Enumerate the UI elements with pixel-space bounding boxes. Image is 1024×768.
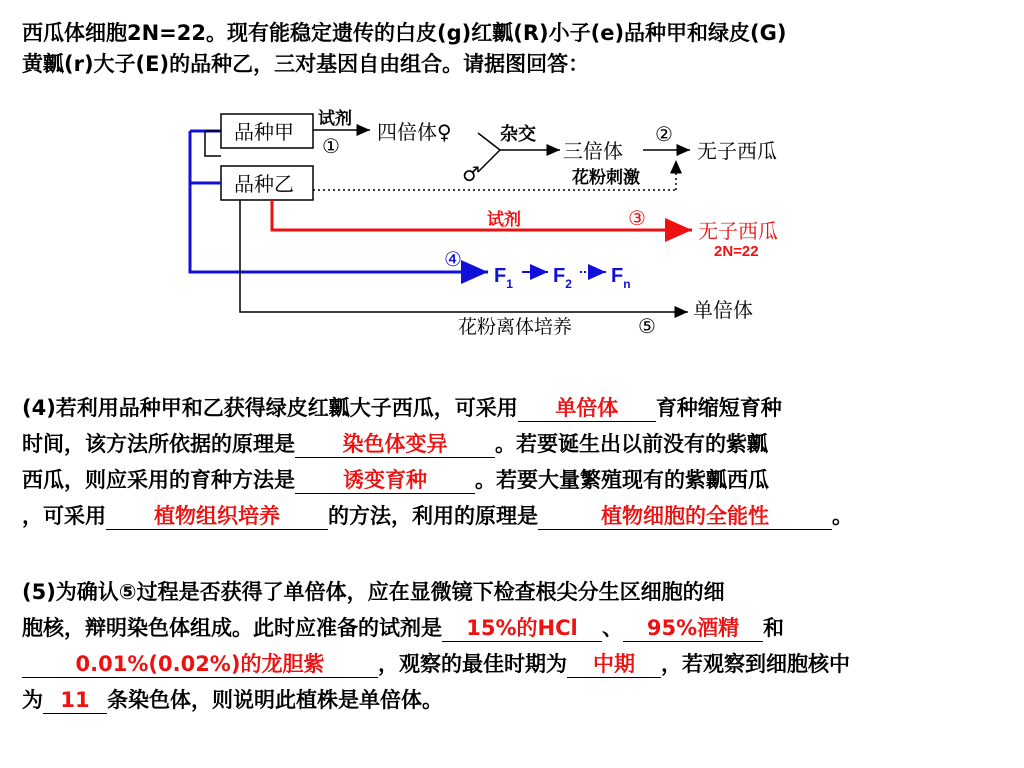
- anther-culture-label: 花粉离体培养: [458, 316, 573, 338]
- breeding-diagram: [0, 0, 1024, 360]
- q4-line-2: [22, 426, 853, 462]
- step-2-label: ②: [655, 122, 673, 146]
- q4-line-4: [22, 498, 853, 534]
- q4-answer-2: 染色体变异: [295, 431, 495, 458]
- chromosome-count-label: 2N=22: [714, 243, 759, 260]
- q5-answer-4: 中期: [567, 651, 661, 678]
- q5-text-4b: 条染色体，则说明此植株是单倍体。: [107, 688, 443, 712]
- q5-line-3: [22, 646, 850, 682]
- step-4-label: ④: [444, 247, 462, 271]
- q4-text-3b: 。若要大量繁殖现有的紫瓤西瓜: [475, 468, 769, 492]
- q5-line-1: [22, 574, 850, 610]
- q4-line-3: [22, 462, 853, 498]
- tetraploid-label: 四倍体♀: [377, 120, 452, 144]
- question-4: [22, 390, 853, 534]
- q5-line-4: [22, 682, 850, 718]
- q4-text-2b: 。若要诞生出以前没有的紫瓤: [495, 432, 768, 456]
- q4-text-4b: 的方法，利用的原理是: [328, 504, 538, 528]
- triploid-label: 三倍体: [563, 139, 623, 163]
- variety-a-label: 品种甲: [234, 120, 294, 144]
- male-symbol: ♂: [462, 162, 480, 186]
- q4-text-4a: ，可采用: [22, 504, 106, 528]
- anther-culture-path: [240, 200, 688, 312]
- seedless-watermelon-2: 无子西瓜: [698, 219, 778, 243]
- q5-text-2a: 胞核，辩明染色体组成。此时应准备的试剂是: [22, 616, 442, 640]
- cross-line-top: [478, 133, 500, 150]
- q5-answer-2: 95%酒精: [623, 615, 763, 642]
- fn-label: $F_n$: [611, 265, 631, 291]
- haploid-path: [205, 131, 221, 156]
- q4-text-4c: 。: [832, 504, 853, 528]
- reagent-top-label: 试剂: [318, 109, 352, 129]
- q5-answer-1: 15%的HCl: [442, 615, 602, 642]
- q4-line-1: [22, 390, 853, 426]
- pollen-stimulation-label: 花粉刺激: [572, 168, 640, 188]
- q5-text-2sep: 、: [602, 616, 623, 640]
- seedless-watermelon-1: 无子西瓜: [697, 139, 777, 163]
- q5-text-3a: ，观察的最佳时期为: [378, 652, 567, 676]
- q4-answer-5: 植物细胞的全能性: [538, 503, 832, 530]
- step-5-label: ⑤: [638, 314, 656, 338]
- q4-text-1b: 育种缩短育种: [655, 396, 782, 420]
- haploid-label: 单倍体: [693, 298, 753, 322]
- q4-answer-1: 单倍体: [518, 395, 656, 422]
- intro-line-2: 黄瓤(r)大子(E)的品种乙，三对基因自由组合。请据图回答：: [22, 52, 590, 76]
- q4-answer-3: 诱变育种: [295, 467, 475, 494]
- q5-text-2b: 和: [763, 616, 784, 640]
- intro-line-1: 西瓜体细胞2N=22。现有能稳定遗传的白皮(g)红瓤(R)小子(e)品种甲和绿皮(G): [22, 21, 787, 45]
- q5-answer-5: 11: [43, 687, 107, 714]
- q5-text-1: (5)为确认⑤过程是否获得了单倍体，应在显微镜下检查根尖分生区细胞的细: [22, 580, 725, 604]
- q4-text-3a: 西瓜，则应采用的育种方法是: [22, 468, 295, 492]
- q5-text-3b: ，若观察到细胞核中: [661, 652, 850, 676]
- step-1-label: ①: [322, 134, 340, 158]
- f2-label: $F_2$: [553, 265, 572, 291]
- f1-label: $F_1$: [494, 265, 513, 291]
- variety-b-label: 品种乙: [234, 172, 294, 196]
- cross-line-bottom: [478, 150, 500, 172]
- q4-text-1a: (4)若利用品种甲和乙获得绿皮红瓤大子西瓜，可采用: [22, 396, 518, 420]
- q4-text-2a: 时间，该方法所依据的原理是: [22, 432, 295, 456]
- step-3-label: ③: [628, 206, 646, 230]
- q5-answer-3: 0.01%(0.02%)的龙胆紫: [22, 651, 378, 678]
- q5-line-2: [22, 610, 850, 646]
- q4-answer-4: 植物组织培养: [106, 503, 328, 530]
- q5-text-4a: 为: [22, 688, 43, 712]
- reagent-red-label: 试剂: [487, 210, 521, 230]
- question-5: [22, 574, 850, 718]
- cross-label: 杂交: [500, 124, 536, 145]
